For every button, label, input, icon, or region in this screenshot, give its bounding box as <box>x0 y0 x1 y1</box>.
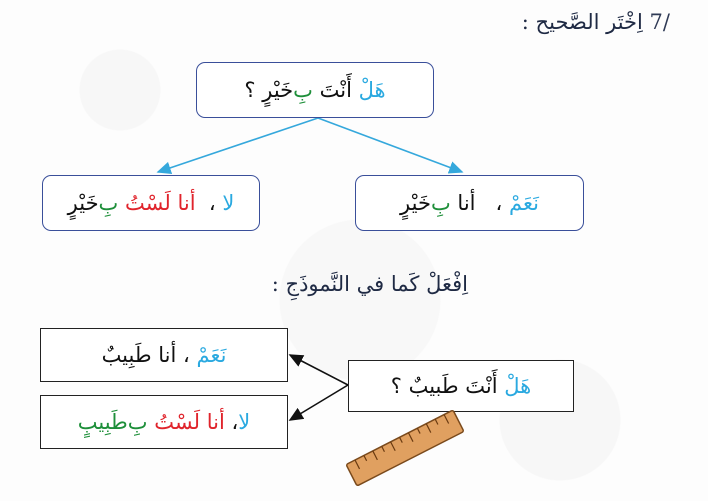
word-tabib: طَبيبٌ <box>408 374 459 398</box>
arrow-to-model-yes <box>290 355 348 385</box>
word-khayr: خَيْرٍ <box>262 78 294 102</box>
word-ana: أنا <box>206 410 225 434</box>
arrow-to-no-answer <box>158 118 318 172</box>
question-box[interactable] <box>196 62 434 118</box>
word-naam: نَعَمْ <box>509 191 539 215</box>
model-no-box[interactable] <box>40 395 288 449</box>
prefix-bi: بِ <box>98 191 119 215</box>
word-lastu: لَسْتُ <box>125 191 171 215</box>
answer-no-box[interactable] <box>42 175 260 231</box>
word-ana: أنا <box>457 191 476 215</box>
word-khayr: خَيْرٍ <box>400 191 431 215</box>
ruler-icon <box>340 408 470 488</box>
word-tabib: طَبِيبٌ <box>101 343 152 367</box>
question-mark: ؟ <box>390 374 402 398</box>
answer-yes-box[interactable] <box>355 175 584 231</box>
arrow-to-yes-answer <box>318 118 462 172</box>
word-lastu: لَسْتُ <box>154 410 201 434</box>
prefix-bi: بِ <box>430 191 451 215</box>
model-question-box[interactable] <box>348 360 574 412</box>
question-mark: ؟ <box>244 78 256 102</box>
exercise-number: /7 <box>649 10 670 34</box>
exercise-instruction: اِخْتَر الصَّحيح : <box>521 10 643 34</box>
comma: ، <box>231 410 239 434</box>
word-hal: هَلْ <box>504 374 532 398</box>
word-hal: هَلْ <box>358 78 386 102</box>
comma: ، <box>495 191 503 215</box>
word-ana: أنا <box>177 191 196 215</box>
model-instruction: اِفْعَلْ كَما في النَّموذَجِ : <box>271 272 468 296</box>
prefix-bi: بِ <box>127 410 148 434</box>
comma: ، <box>208 191 216 215</box>
word-la: لا <box>238 410 251 434</box>
word-tabib: طَبِيبٍ <box>77 410 128 434</box>
word-naam: نَعَمْ <box>196 343 227 367</box>
word-la: لا <box>222 191 235 215</box>
model-yes-box[interactable] <box>40 328 288 382</box>
word-ana: أنا <box>158 343 177 367</box>
word-khayr: خَيْرٍ <box>67 191 99 215</box>
comma: ، <box>183 343 190 367</box>
word-anta: أَنْتَ <box>319 78 352 102</box>
prefix-bi: بِ <box>293 78 313 102</box>
word-anta: أَنْتَ <box>465 374 498 398</box>
